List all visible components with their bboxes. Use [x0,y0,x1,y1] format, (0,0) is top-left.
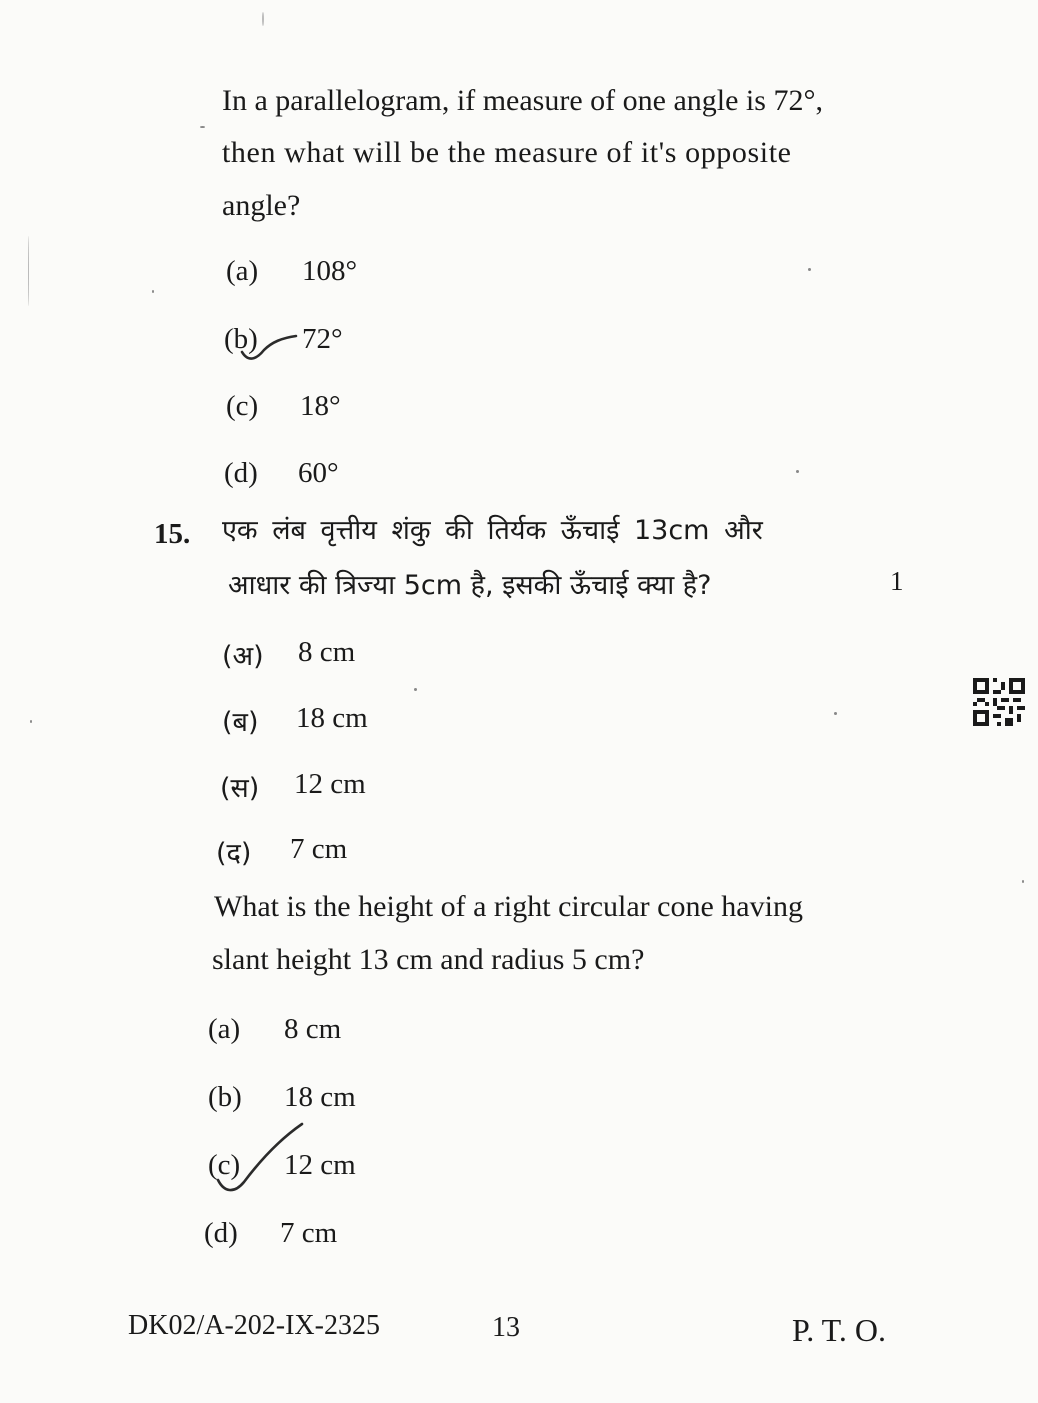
q15-option-b-label: (b) [208,1081,242,1113]
scan-speck [28,236,29,306]
q15-option-c-value: 12 cm [284,1149,356,1181]
q15-hindi-option-d-value: 7 cm [290,833,348,865]
scan-speck [152,290,154,293]
q15-hindi-line-1: एक लंब वृत्तीय शंकु की तिर्यक ऊँचाई 13cm और [222,515,763,546]
scan-speck [834,712,837,715]
q15-hindi-option-b-label: (ब) [222,707,259,738]
q14-option-a-value: 108° [302,255,358,287]
q14-option-c-value: 18° [300,390,341,422]
scan-speck [200,126,205,128]
handwritten-tick-icon [210,1120,310,1198]
scan-speck [808,268,811,271]
q15-hindi-line-2: आधार की त्रिज्या 5cm है, इसकी ऊँचाई क्या है? [228,570,712,601]
q15-hindi-option-c-value: 12 cm [294,768,366,800]
q15-english-line-2: slant height 13 cm and radius 5 cm? [212,943,645,976]
pto-label: P. T. O. [792,1312,886,1348]
q15-option-c-label: (c) [208,1149,241,1181]
q14-option-a-label: (a) [226,255,259,287]
q15-option-d-label: (d) [204,1217,238,1249]
q14-text-line-3: angle? [222,189,301,222]
q15-number: 15. [154,518,191,550]
page-number: 13 [492,1312,520,1343]
q14-text-line-2: then what will be the measure of it's opposite [222,136,792,169]
q15-english-line-1: What is the height of a right circular cone having [214,890,803,923]
q15-option-b-value: 18 cm [284,1081,356,1113]
scan-speck [414,688,417,691]
paper-code: DK02/A-202-IX-2325 [128,1310,380,1341]
scan-speck [796,470,799,473]
q14-option-b-value: 72° [302,323,343,355]
q15-option-d-value: 7 cm [280,1217,338,1249]
q14-text-line-1: In a parallelogram, if measure of one angle is 72°, [222,84,823,117]
q15-hindi-option-d-label: (द) [216,838,252,869]
q15-hindi-option-c-label: (स) [220,773,260,804]
scan-speck [30,720,32,723]
q15-hindi-option-a-value: 8 cm [298,636,356,668]
q14-option-d-value: 60° [298,457,339,489]
qr-code-icon [973,678,1025,726]
q15-hindi-option-b-value: 18 cm [296,702,368,734]
q15-hindi-option-a-label: (अ) [222,641,264,672]
q15-option-a-value: 8 cm [284,1013,342,1045]
scan-speck [262,12,264,26]
q14-option-b-label: (b) [224,323,258,355]
q15-option-a-label: (a) [208,1013,241,1045]
handwritten-tick-icon [238,330,302,364]
q14-option-c-label: (c) [226,390,259,422]
scan-speck [1022,880,1024,883]
q14-option-d-label: (d) [224,457,258,489]
q15-marks: 1 [890,566,904,596]
